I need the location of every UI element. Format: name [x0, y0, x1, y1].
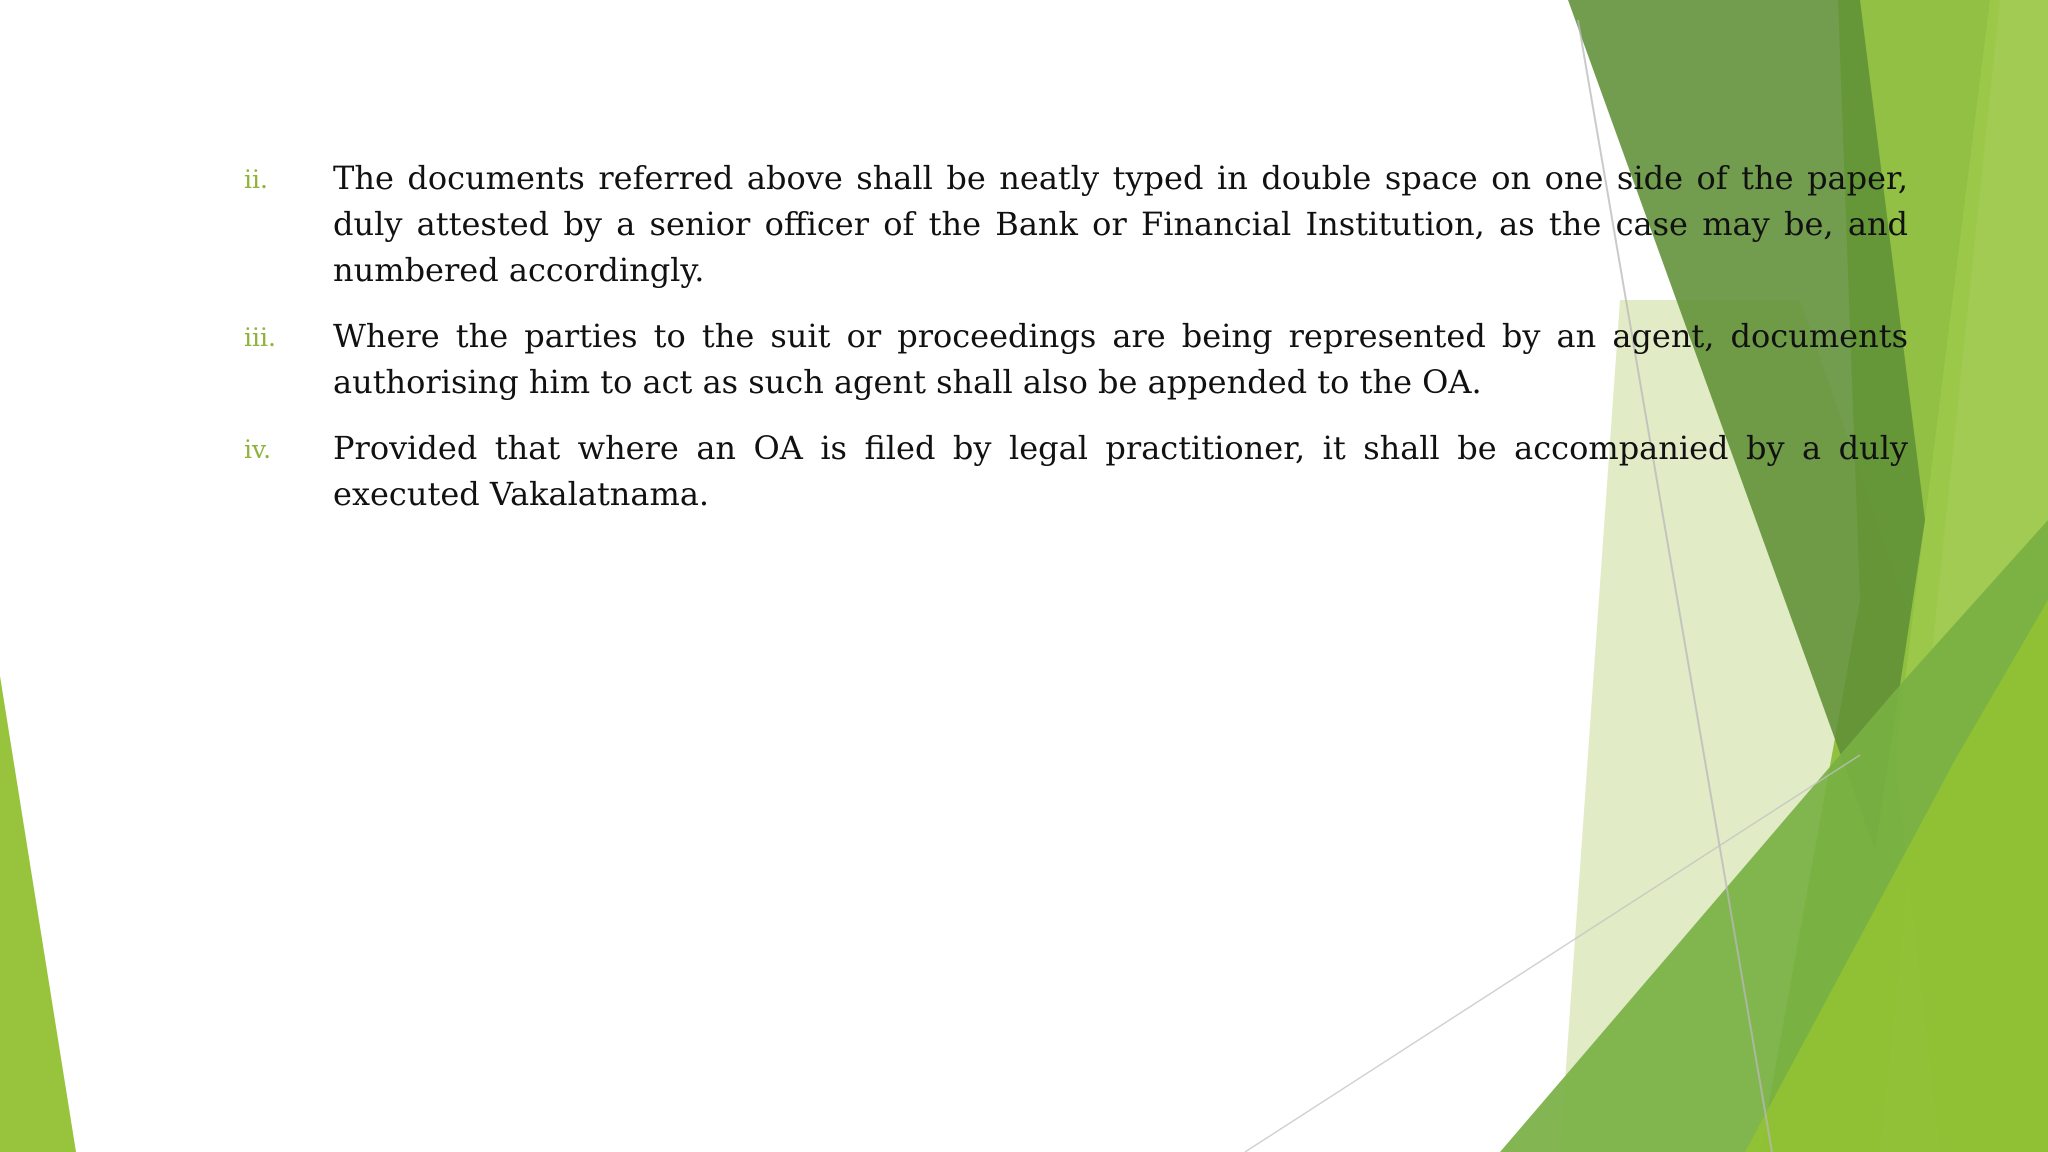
list-item-text: Where the parties to the suit or proceedings are being represented by an agent, documents authorising him to act as such agent shall also be appended to the OA.	[333, 317, 1908, 401]
list-marker: iii.	[244, 323, 276, 352]
slide-content	[244, 155, 1908, 537]
list-marker: ii.	[244, 165, 268, 194]
list-item	[244, 155, 1908, 293]
list-item-text: Provided that where an OA is filed by legal practitioner, it shall be accompanied by a duly executed Vakalatnama.	[333, 429, 1908, 513]
list-marker: iv.	[244, 435, 272, 464]
list-item-text: The documents referred above shall be neatly typed in double space on one side of the paper, duly attested by a senior officer of the Bank or Financial Institution, as the case may be, and numbered accordingly.	[333, 159, 1908, 289]
list-item	[244, 425, 1908, 517]
list-item	[244, 313, 1908, 405]
left-green-wedge	[0, 676, 76, 1152]
